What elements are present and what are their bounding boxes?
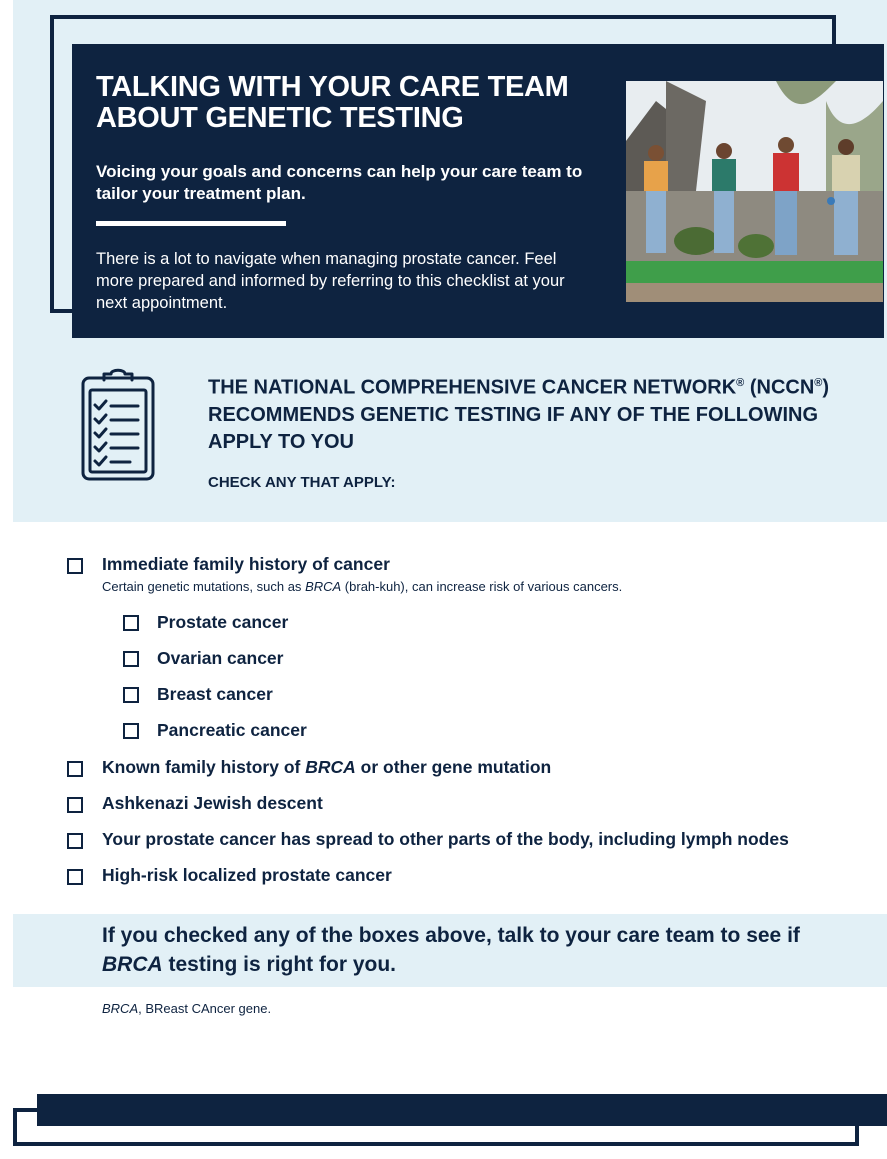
page-title: TALKING WITH YOUR CARE TEAM ABOUT GENETIC TESTING: [96, 71, 569, 134]
brca-footnote: BRCA, BReast CAncer gene.: [102, 1001, 272, 1016]
header-divider: [96, 221, 286, 226]
item-ovarian-cancer: Ovarian cancer: [157, 648, 284, 668]
checkbox-pancreatic-cancer[interactable]: [123, 723, 139, 739]
checkbox-family-history[interactable]: [67, 558, 83, 574]
item-prostate-cancer: Prostate cancer: [157, 612, 289, 632]
checkbox-metastatic[interactable]: [67, 833, 83, 849]
header-subtitle: Voicing your goals and concerns can help your care team to tailor your treatment plan.: [96, 162, 583, 203]
item-family-history-desc: Certain genetic mutations, such as BRCA (brah-kuh), can increase risk of various cancers.: [102, 579, 623, 594]
nccn-recommendation-heading: THE NATIONAL COMPREHENSIVE CANCER NETWORK® (NCCN®) RECOMMENDS GENETIC TESTING IF ANY OF THE FOLLOWING APPLY TO YOU: [208, 376, 830, 453]
item-pancreatic-cancer: Pancreatic cancer: [157, 720, 307, 740]
item-high-risk-localized: High-risk localized prostate cancer: [102, 865, 392, 885]
clipboard-checklist-icon: [80, 368, 156, 482]
checkbox-brca-family-history[interactable]: [67, 761, 83, 777]
item-family-history: Immediate family history of cancer: [102, 554, 390, 574]
checkbox-ovarian-cancer[interactable]: [123, 651, 139, 667]
check-instruction: CHECK ANY THAT APPLY:: [208, 474, 396, 491]
header-body: There is a lot to navigate when managing prostate cancer. Feel more prepared and informed by referring to this checklist at your next appointment.: [96, 250, 565, 312]
checkbox-breast-cancer[interactable]: [123, 687, 139, 703]
item-metastatic: Your prostate cancer has spread to other parts of the body, including lymph nodes: [102, 829, 789, 849]
checkbox-ashkenazi-descent[interactable]: [67, 797, 83, 813]
item-breast-cancer: Breast cancer: [157, 684, 273, 704]
mini-golf-group-photo: [626, 81, 883, 302]
callout-message: If you checked any of the boxes above, talk to your care team to see if BRCA testing is right for you.: [102, 924, 800, 976]
footer-bar: [37, 1094, 887, 1126]
checkbox-high-risk-localized[interactable]: [67, 869, 83, 885]
item-brca-family-history: Known family history of BRCA or other gene mutation: [102, 757, 552, 777]
checkbox-prostate-cancer[interactable]: [123, 615, 139, 631]
item-ashkenazi-descent: Ashkenazi Jewish descent: [102, 793, 323, 813]
